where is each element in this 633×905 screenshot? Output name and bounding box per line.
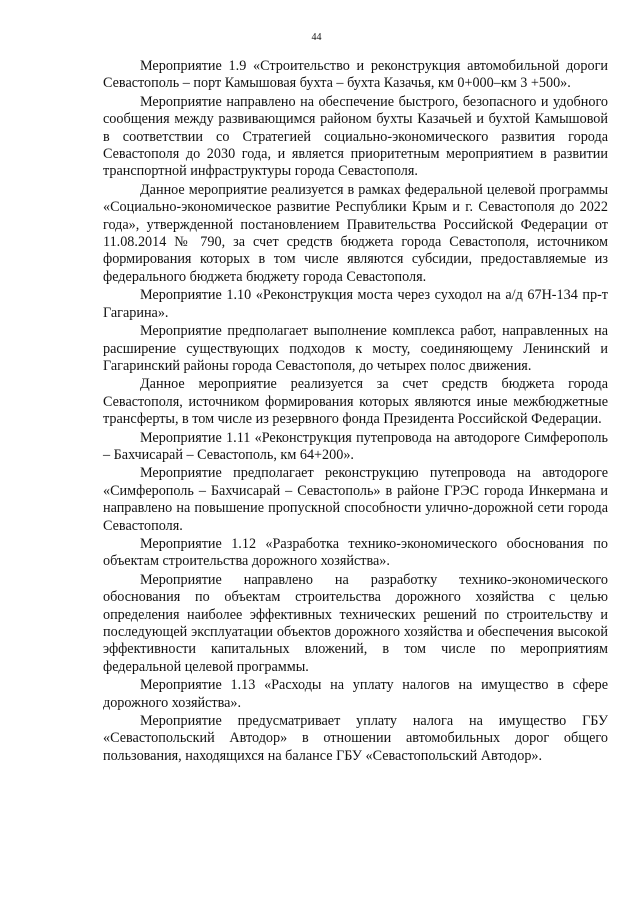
paragraph-measure-1-9-funding: Данное мероприятие реализуется в рамках федеральной целевой программы «Социально-экономическое развитие Республики Крым и г. Севастополя до 2022 года», утвержденной постановлением Правительства Российской Федерации от 11.08.2014 № 790, за счет средств бюджета города Севастополя, источником формирования которых в том числе являются субсидии, предоставляемые из федерального бюджета бюджету города Севастополя.	[103, 181, 608, 285]
page-number: 44	[311, 32, 322, 43]
paragraph-measure-1-11-purpose: Мероприятие предполагает реконструкцию путепровода на автодороге «Симферополь – Бахчисарай – Севастополь» в районе ГРЭС города Инкермана и направлено на повышение пропускной способности улично-дорожной сети города Севастополя.	[103, 465, 608, 534]
document-body	[103, 58, 608, 765]
paragraph-measure-1-9-title: Мероприятие 1.9 «Строительство и реконструкция автомобильной дороги Севастополь – порт Камышовая бухта – бухта Казачья, км 0+000–км 3 +500».	[103, 58, 608, 92]
paragraph-measure-1-9-purpose: Мероприятие направлено на обеспечение быстрого, безопасного и удобного сообщения между развивающимся районом бухты Казачьей и бухтой Камышовой в соответствии со Стратегией социально-экономического развития города Севастополя до 2030 года, и является приоритетным мероприятием в развитии транспортной инфраструктуры города Севастополя.	[103, 93, 608, 180]
paragraph-measure-1-11-title: Мероприятие 1.11 «Реконструкция путепровода на автодороге Симферополь – Бахчисарай – Севастополь, км 64+200».	[103, 429, 608, 463]
paragraph-measure-1-10-title: Мероприятие 1.10 «Реконструкция моста через суходол на а/д 67Н-134 пр-т Гагарина».	[103, 287, 608, 321]
paragraph-measure-1-12-purpose: Мероприятие направлено на разработку технико-экономического обоснования по объектам строительства дорожного хозяйства с целью определения наиболее эффективных технических решений по строительству и последующей эксплуатации объектов дорожного хозяйства и обеспечения высокой эффективности капитальных вложений, в том числе по мероприятиям федеральной целевой программы.	[103, 571, 608, 675]
paragraph-measure-1-12-title: Мероприятие 1.12 «Разработка технико-экономического обоснования по объектам строительства дорожного хозяйства».	[103, 535, 608, 570]
paragraph-measure-1-13-title: Мероприятие 1.13 «Расходы на уплату налогов на имущество в сфере дорожного хозяйства».	[103, 677, 608, 711]
paragraph-measure-1-13-purpose: Мероприятие предусматривает уплату налога на имущество ГБУ «Севастопольский Автодор» в отношении автомобильных дорог общего пользования, находящихся на балансе ГБУ «Севастопольский Автодор».	[103, 713, 608, 764]
paragraph-measure-1-10-purpose: Мероприятие предполагает выполнение комплекса работ, направленных на расширение существующих подходов к мосту, соединяющему Ленинский и Гагаринский районы города Севастополя, до четырех полос движения.	[103, 323, 608, 374]
paragraph-measure-1-10-funding: Данное мероприятие реализуется за счет средств бюджета города Севастополя, источником формирования которых являются иные межбюджетные трансферты, в том числе из резервного фонда Президента Российской Федерации.	[103, 376, 608, 428]
